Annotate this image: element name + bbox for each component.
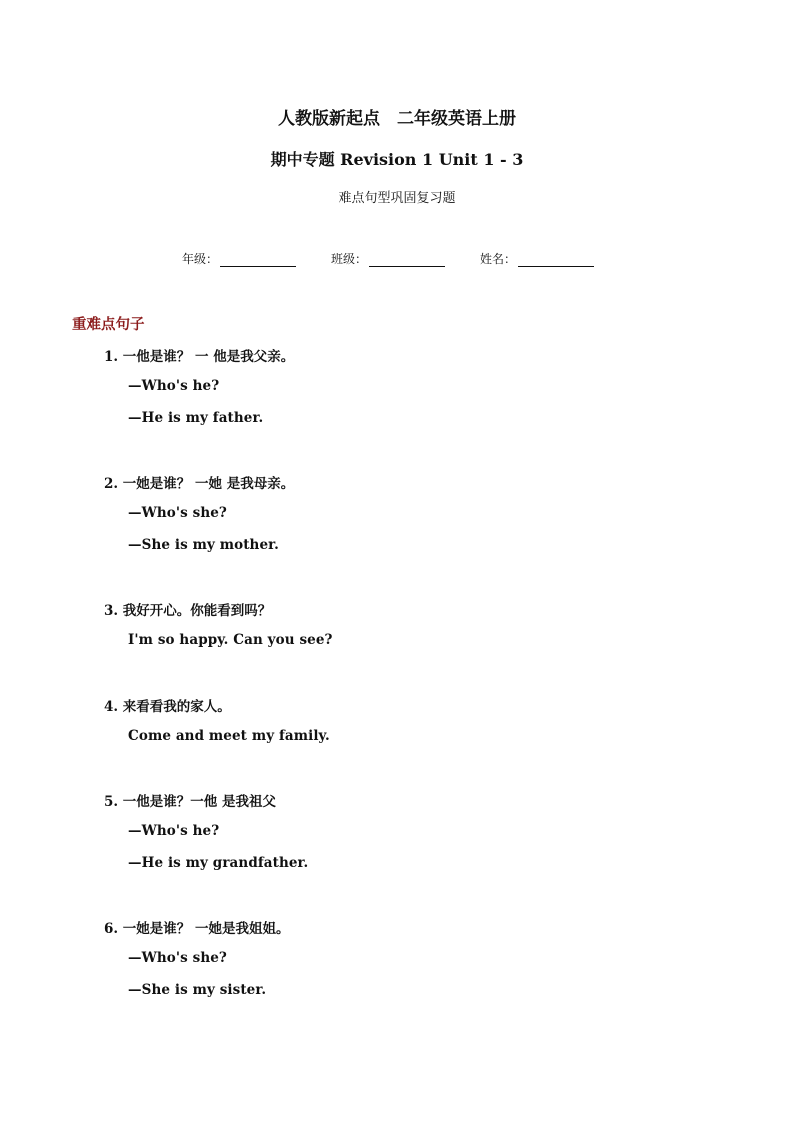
question-1-english-2: —He is my father.: [128, 410, 264, 426]
name-label: 姓名：: [480, 252, 517, 266]
class-field[interactable]: [331, 250, 445, 267]
question-6-chinese: 6. 一她是谁？ 一她是我姐姐。: [104, 921, 290, 937]
question-1-english-1: —Who's he?: [128, 378, 220, 394]
question-2-english-2: —She is my mother.: [128, 537, 279, 553]
grade-field[interactable]: [182, 250, 296, 267]
class-blank[interactable]: [369, 252, 445, 267]
question-6-english-1: —Who's she?: [128, 950, 227, 966]
question-5-english-1: —Who's he?: [128, 823, 220, 839]
document-subtitle: 期中专题 Revision 1 Unit 1 - 3: [270, 150, 524, 169]
name-blank[interactable]: [518, 252, 594, 267]
class-label: 班级：: [331, 252, 368, 266]
student-info-fields: [182, 250, 594, 267]
document-subheading: 难点句型巩固复习题: [338, 191, 456, 206]
section-title: 重难点句子: [72, 316, 145, 333]
question-2-english-1: —Who's she?: [128, 505, 227, 521]
question-2-chinese: 2. 一她是谁？ 一她 是我母亲。: [104, 476, 295, 492]
grade-blank[interactable]: [220, 252, 296, 267]
question-3-english-1: I'm so happy. Can you see?: [128, 632, 333, 648]
question-3-chinese: 3. 我好开心。你能看到吗？: [104, 603, 272, 619]
name-field[interactable]: [480, 250, 594, 267]
question-1-chinese: 1. 一他是谁？ 一 他是我父亲。: [104, 349, 295, 365]
question-5-chinese: 5. 一他是谁？一他 是我祖父: [104, 794, 276, 810]
document-title: 人教版新起点 二年级英语上册: [278, 109, 516, 129]
question-5-english-2: —He is my grandfather.: [128, 855, 309, 871]
question-4-chinese: 4. 来看看我的家人。: [104, 699, 231, 715]
question-6-english-2: —She is my sister.: [128, 982, 267, 998]
grade-label: 年级：: [182, 252, 219, 266]
question-4-english-1: Come and meet my family.: [128, 728, 330, 744]
